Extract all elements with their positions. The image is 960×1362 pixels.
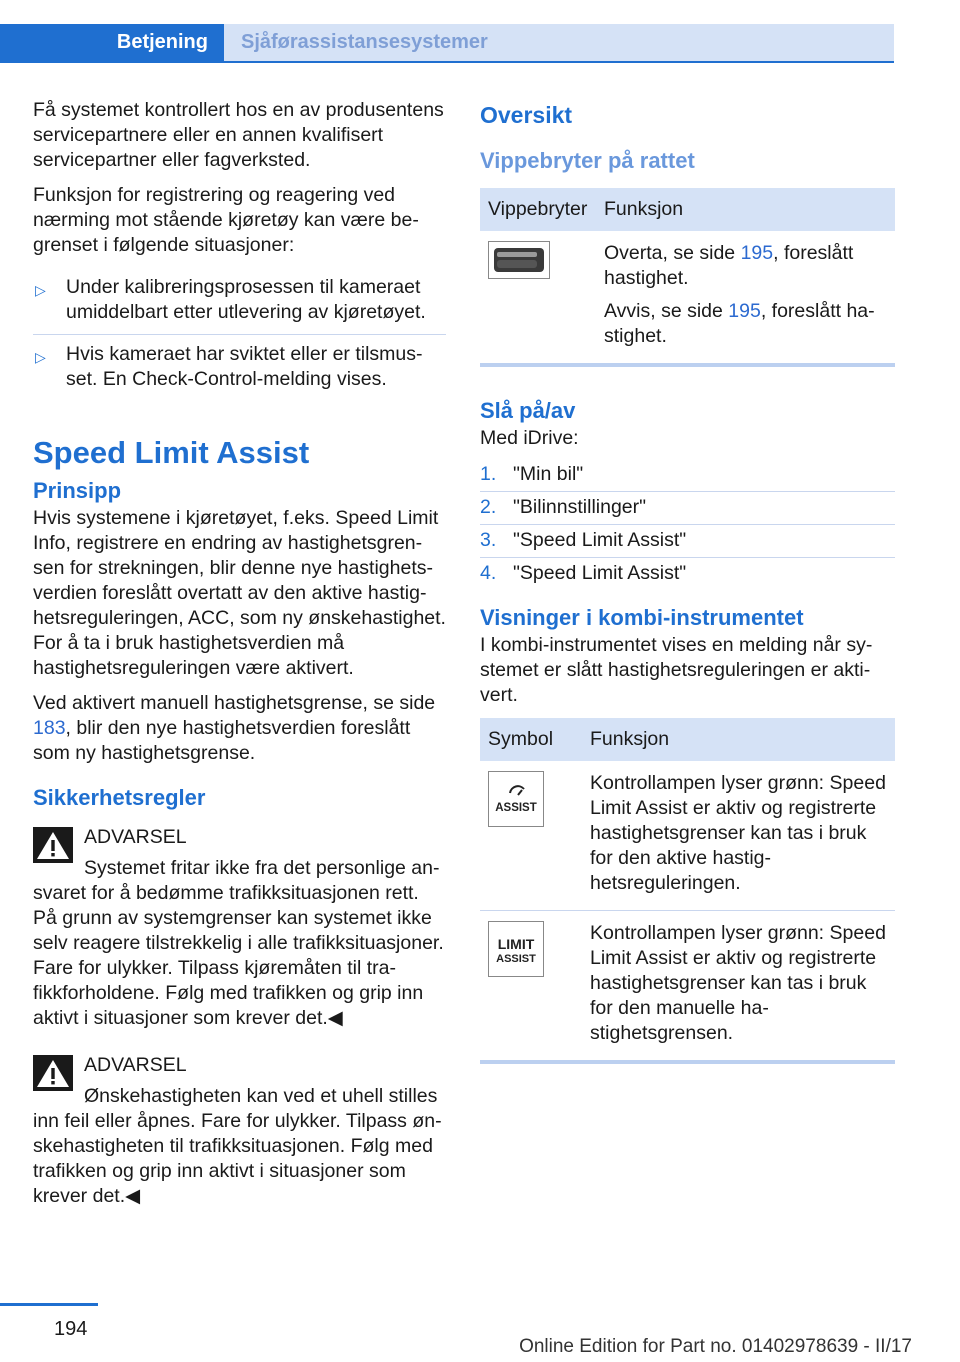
table-header: Funksjon [582, 718, 895, 761]
table-header: Vippebryter [480, 188, 596, 231]
assist-label: ASSIST [495, 802, 537, 814]
page-link-195[interactable]: 195 [728, 300, 761, 322]
prinsipp-paragraph: Hvis systemene i kjøretøyet, f.eks. Speed Limit Info, registrere en endring av hastighetsgrensen for strekningen, blir denne nye hastighetsverdien foreslått overtatt av den aktive hastighetsreguleringen, ACC, som ny ønskehastighet. For å ta i bruk hastighetsverdien må hastighetsreguleringen være aktivert. [33, 507, 446, 679]
list-item-text: Under kalibreringsprosessen til kameraet umiddelbart etter utlevering av kjøretøyet. [66, 276, 426, 323]
warning-block [33, 1053, 446, 1209]
heading-visninger: Visninger i kombi-instrumentet [480, 605, 804, 630]
heading-sikkerhetsregler: Sikkerhetsregler [33, 785, 206, 810]
warning-block [33, 825, 446, 1031]
list-item [480, 558, 895, 590]
step-text: "Min bil" [513, 463, 584, 485]
page-number: 194 [54, 1318, 88, 1340]
steps-list [480, 459, 895, 590]
text: , foreslått hastighet. [604, 242, 854, 289]
text: , foreslått hastighet. [604, 300, 875, 347]
triangle-bullet-icon: ▷ [35, 349, 46, 365]
list-item [480, 492, 895, 525]
left-column [33, 98, 446, 1219]
warning-icon [33, 1055, 73, 1091]
list-item [480, 525, 895, 558]
limit-label: LIMIT [497, 936, 535, 952]
assist-indicator-icon [488, 771, 544, 827]
table-cell [480, 761, 582, 911]
prinsipp-paragraph-2 [33, 691, 446, 766]
table-row [480, 761, 895, 911]
list-item [480, 459, 895, 492]
right-column [480, 98, 895, 1064]
heading-slaa-paa-av: Slå på/av [480, 398, 576, 423]
edition-note: Online Edition for Part no. 01402978639 - II/17 [519, 1336, 912, 1357]
step-text: "Bilinnstillinger" [513, 496, 647, 518]
text: Ved aktivert manuell hastighetsgrense, se side [33, 692, 436, 714]
table-header: Funksjon [596, 188, 895, 231]
warning-icon [33, 827, 73, 863]
page-title: Speed Limit Assist [33, 435, 310, 470]
step-number: 4. [480, 562, 497, 584]
warning-body: Systemet fritar ikke fra det personlige ansvaret for å bedømme trafikksituasjonen rett. På grunn av systemgrenser kan systemet ikke selv reagere tilstrekkelig i alle trafikksituasjoner. Fare for ulykker. Tilpass kjøremåten til trafikkforholdene. Følg med trafikken og grip inn aktivt i situasjoner som krever det.◀ [33, 857, 444, 1029]
triangle-bullet-icon: ▷ [35, 282, 46, 298]
assist-label: ASSIST [496, 953, 536, 965]
table-cell [480, 911, 582, 1063]
symbol-table [480, 718, 895, 1064]
page-link-183[interactable]: 183 [33, 717, 66, 739]
rocker-switch-table [480, 188, 895, 367]
text: Avvis, se side [604, 300, 729, 322]
heading-prinsipp: Prinsipp [33, 478, 122, 503]
warning-title: ADVARSEL [84, 826, 187, 848]
chapter-tab[interactable]: Betjening [0, 24, 224, 61]
intro-paragraph-2: Funksjon for registrering og reagering ved nærming mot stående kjøretøy kan være begrenset i følgende situasjoner: [33, 184, 419, 256]
list-item-text: Hvis kameraet har sviktet eller er tilsmusset. En Check-Control-melding vises. [66, 343, 423, 390]
table-cell [480, 231, 596, 365]
table-row [480, 911, 895, 1063]
table-row [480, 231, 895, 365]
text [604, 299, 887, 349]
header-rule [0, 61, 894, 63]
heading-vippebryter: Vippebryter på rattet [480, 148, 695, 173]
page-link-195[interactable]: 195 [740, 242, 774, 264]
list-item [33, 268, 446, 335]
text: , blir den nye hastighetsverdien foreslått som ny hastighetsgrense. [33, 717, 411, 764]
rocker-switch-icon [488, 241, 550, 279]
warning-title: ADVARSEL [84, 1054, 187, 1076]
step-number: 2. [480, 496, 497, 518]
limit-assist-indicator-icon [488, 921, 544, 977]
list-item [33, 335, 446, 401]
heading-oversikt: Oversikt [480, 102, 573, 128]
visninger-paragraph: I kombi-instrumentet vises en melding når systemet er slått hastighetsreguleringen er aktivert. [480, 634, 873, 706]
table-cell: Kontrollampen lyser grønn: Speed Limit Assist er aktiv og registrerte hastighetsgrenser kan tas i bruk for den aktive hastighetsreguleringen. [582, 761, 895, 911]
idrive-intro: Med iDrive: [480, 427, 579, 449]
limitations-list [33, 268, 446, 401]
table-cell: Kontrollampen lyser grønn: Speed Limit Assist er aktiv og registrerte hastighetsgrenser kan tas i bruk for den manuelle hastighetsgrensen. [582, 911, 895, 1063]
text [604, 241, 887, 291]
step-text: "Speed Limit Assist" [513, 562, 687, 584]
step-text: "Speed Limit Assist" [513, 529, 687, 551]
warning-body: Ønskehastigheten kan ved et uhell stilles inn feil eller åpnes. Fare for ulykker. Tilpass ønskehastigheten til trafikksituasjonen. Følg med trafikken og grip inn aktivt i situasjoner som krever det.◀ [33, 1085, 442, 1207]
step-number: 3. [480, 529, 497, 551]
table-header: Symbol [480, 718, 582, 761]
table-cell [596, 231, 895, 365]
footer-rule [0, 1303, 98, 1306]
section-tab[interactable]: Sjåførassistansesystemer [224, 24, 894, 61]
step-number: 1. [480, 463, 497, 485]
intro-paragraph: Få systemet kontrollert hos en av produsentens servicepartnere eller en annen kvalifisert servicepartner eller fagverksted. [33, 99, 444, 171]
text: Overta, se side [604, 242, 741, 264]
